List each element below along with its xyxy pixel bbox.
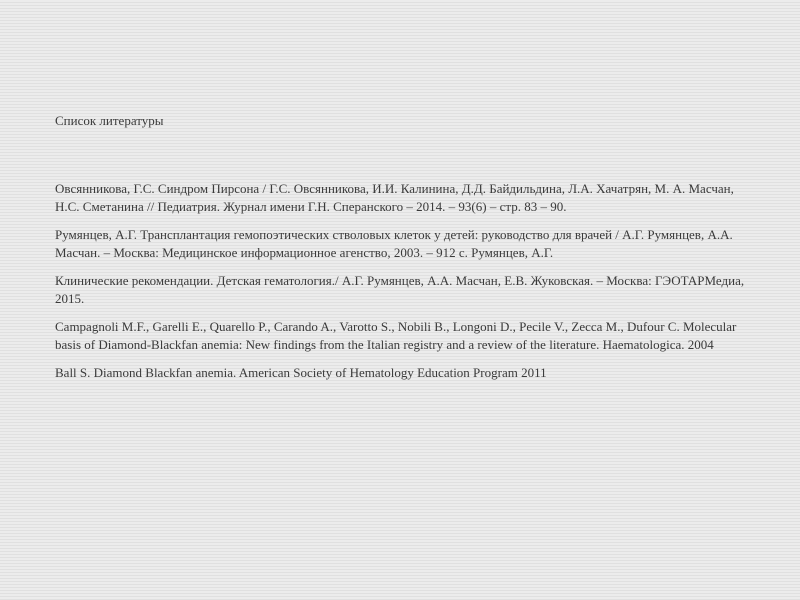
- reference-item: Ball S. Diamond Blackfan anemia. American Society of Hematology Education Program 2011: [55, 365, 547, 380]
- slide-heading: Список литературы: [55, 113, 164, 128]
- reference-item: Клинические рекомендации. Детская гематология./ А.Г. Румянцев, А.А. Масчан, Е.В. Жуковская. – Москва: ГЭОТАРМедиа, 2015.: [55, 273, 745, 306]
- reference-list: [55, 180, 745, 393]
- reference-item: Campagnoli M.F., Garelli E., Quarello P., Carando A., Varotto S., Nobili B., Longoni D., Pecile V., Zecca M., Dufour C. Molecular basis of Diamond-Blackfan anemia: New findings from the Italian registry and a review of the literature. Haematologica. 2004: [55, 319, 737, 352]
- reference-item: Овсянникова, Г.С. Синдром Пирсона / Г.С. Овсянникова, И.И. Калинина, Д.Д. Байдильдина, Л.А. Хачатрян, М. А. Масчан, Н.С. Сметанина // Педиатрия. Журнал имени Г.Н. Сперанского – 2014. – 93(6) – стр. 83 – 90.: [55, 181, 734, 214]
- reference-item: Румянцев, А.Г. Трансплантация гемопоэтических стволовых клеток у детей: руководство для врачей / А.Г. Румянцев, А.А. Масчан. – Москва: Медицинское информационное агенство, 2003. – 912 с. Румянцев, А.Г.: [55, 227, 733, 260]
